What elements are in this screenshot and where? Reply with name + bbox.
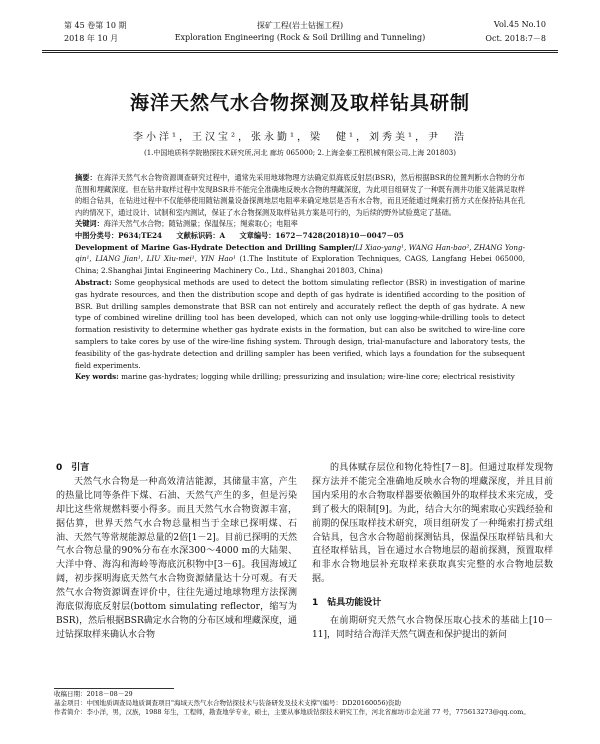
header-rule [42, 50, 558, 51]
date-en: Oct. 2018:7－8 [485, 34, 546, 43]
keywords-cn-text: 海洋天然气水合物；随钻测量；保温保压；绳索取心；电阻率 [103, 219, 298, 229]
keywords-en [75, 371, 525, 383]
abstract-en-text: Some geophysical methods are used to detect the bottom simulating reflector (BSR) in investigation of marine gas hydrate resources, and then the distribution scope and depth of gas hydrate is identified according to the position of BSR. But drilling samples demonstrate that BSR can not entirely and accurately reflect the depth of gas hydrate. A new type of combined wireline drilling tool has been developed, which can not only use logging-while-drilling tools to detect formation resistivity to determine whether gas hydrate exists in the formation, but can also be switched to wire-line core samplers to take cores by use of the wire-line fishing system. Through design, trial-manufacture and laboratory tests, the feasibility of the gas-hydrate detection and drilling sampler has been verified, which lays a foundation for the subsequent field experiments. [75, 277, 525, 370]
intro-paragraph-cont: 的具体赋存层位和物化特性[7－8]。但通过取样发现物探方法并不能完全准确地反映水合物的埋藏深度，并且目前国内采用的水合物取样器要依赖国外的取样技术来完成，受到了极大的限制[9]。为此，结合大尔的绳索取心实践经验和前期的保压取样技术研究，项目组研发了一种绳索打捞式组合钻具，包含水合物超前探测钻具，保温保压取样钻具和大直径取样钻具，旨在通过水合物地层的超前探测，预置取样和非水合物地层补充取样来获取真实完整的水合物地层数据。 [312, 463, 553, 585]
fund-note: 基金项目：中国地质调查局地质调查项目"海域天然气水合物钻探技术与装备研发及技术支撑"(编号：DD20160056)资助 [54, 699, 402, 707]
abstract-block [75, 172, 525, 383]
classification-line [75, 230, 525, 242]
english-title: Development of Marine Gas-Hydrate Detection and Drilling Sampler/ [75, 242, 356, 252]
section-intro-heading: 0 引言 [56, 463, 90, 473]
abstract-cn [75, 172, 525, 218]
keywords-cn [75, 218, 525, 230]
clc-code: 中图分类号：P634;TE24 [75, 230, 163, 240]
keywords-en-text: marine gas-hydrates; logging while drilling; pressurizing and insulation; wire-line core; electrical resistivity [121, 372, 515, 382]
left-column [56, 462, 297, 643]
issue-cn: 第 45 卷第 10 期 [64, 21, 127, 30]
paper-title: 海洋天然气水合物探测及取样钻具研制 [129, 92, 470, 114]
journal-en: Exploration Engineering (Rock & Soil Drilling and Tunneling) [174, 33, 426, 42]
intro-paragraph: 天然气水合物是一种高效清洁能源，其储量丰富，产生的热量比同等条件下煤、石油、天然气产生的多，但是污染却比这些常规燃料要小得多。而且天然气水合物资源丰富，据估算，世界天然气水合物总量相当于全球已探明煤、石油、天然气等常规能源总量的2倍[1－2]。目前已探明的天然气水合物总量的90%分布在水深300～4000 m的大陆架、大洋中脊、海沟和海岭等海底沉积物中[3－6]。我国海域辽阔，初步探明海底天然气水合物资源储量达十分可观。有天然气水合物资源调查评价中，往往先通过地球物理方法探测海底似海底反射层(bottom simulating reflector，缩写为BSR)，然后根据BSR确定水合物的分布区域和埋藏深度，通过钻探取样来确认水合物 [56, 476, 297, 640]
vol-en: Vol.45 No.10 [493, 20, 546, 29]
running-header [0, 0, 600, 50]
keywords-cn-label: 关键词： [75, 219, 104, 229]
keywords-en-label: Key words: [75, 372, 119, 382]
section-1-paragraph: 在前期研究天然气水合物保压取心技术的基础上[10－11]，同时结合海洋天然气调查和保护提出的新问 [312, 616, 553, 640]
english-affiliation: (1.The Institute of Exploration Techniques, CAGS, Langfang Hebei 065000, China; 2.Shanghai Jintai Engineering Machinery Co., Ltd., Shanghai 201803, China) [75, 254, 525, 276]
journal-cn: 探矿工程(岩土钻掘工程) [256, 21, 344, 30]
date-cn: 2018 年 10 月 [64, 34, 119, 43]
header-rule-thin [42, 52, 558, 53]
footnote-rule [54, 688, 174, 689]
footnote [54, 690, 554, 717]
abstract-cn-label: 摘要： [75, 173, 97, 182]
article-number: 文章编号：1672－7428(2018)10－0047－05 [239, 230, 404, 240]
authors-cn: 李小洋¹，王汉宝²，张永勤¹，梁 健¹，刘秀美¹，尹 浩 [132, 132, 468, 143]
section-1-heading: 1 钻具功能设计 [312, 598, 382, 609]
affiliation-cn: (1.中国地质科学院勘探技术研究所,河北 廊坊 065000; 2.上海金泰工程机械有限公司,上海 201803) [144, 149, 456, 157]
doc-code: 文献标识码：A [176, 230, 226, 240]
received-date: 收稿日期：2018－08－29 [54, 690, 133, 698]
abstract-en-header [75, 242, 525, 277]
author-bio: 作者简介：李小洋，男，汉族，1988 年生，工程师，勘查地学专业，硕士，主要从事地质钻探技术研究工作，河北省廊坊市金光道 77 号，775613273@qq.com。 [54, 708, 530, 716]
abstract-en-label: Abstract: [75, 277, 112, 287]
right-column [312, 462, 553, 643]
abstract-en [75, 277, 525, 371]
english-authors: LI Xiao-yang¹, WANG Han-bao², ZHANG Yong-qin¹, LIANG Jian¹, LIU Xiu-mei¹, YIN Hao¹ [75, 242, 525, 264]
abstract-cn-text: 在海洋天然气水合物资源调查研究过程中，通常先采用地球物理方法确定似海底反射层(BSR)，然后根据BSR的位置判断水合物的分布范围和埋藏深度。但在钻井取样过程中发现BSR并不能完全准确地反映水合物的埋藏深度，为此项目组研发了一种既有测井功能又能满足取样的组合钻具，在钻进过程中不仅能够使用随钻测量设备探测地层电阻率来确定地层是否有水合物，而且还能通过绳索打捞方式在保持钻具在孔内的情况下，通过设计、试制和室内测试，保证了水合物探测及取样钻具方案是可行的，为后续的野外试验奠定了基础。 [75, 173, 525, 217]
